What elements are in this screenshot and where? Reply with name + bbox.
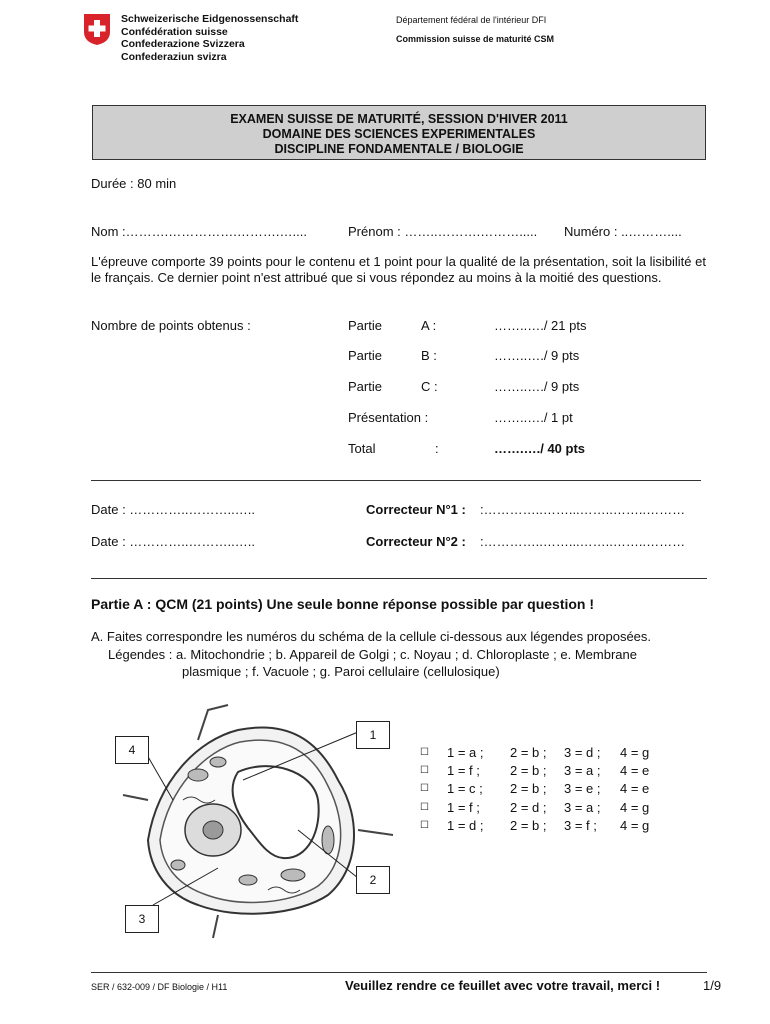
option-row[interactable] <box>420 780 680 798</box>
org-line: Schweizerische Eidgenossenschaft <box>121 13 299 25</box>
title-line-1: EXAMEN SUISSE DE MATURITÉ, SESSION D'HIVER 2011 <box>230 112 568 126</box>
checkbox-icon[interactable]: ☐ <box>420 802 429 813</box>
option-part: 3 = a ; <box>564 763 601 778</box>
points-row-score[interactable]: ……..…./ 1 pt <box>494 410 573 425</box>
points-row-score[interactable]: ……..…./ 9 pts <box>494 379 580 394</box>
option-part: 1 = d ; <box>447 818 484 833</box>
date-field-1[interactable]: Date : …………..………..….. <box>91 502 255 517</box>
question-a: A. Faites correspondre les numéros du schéma de la cellule ci-dessous aux légendes proposées. <box>91 629 652 644</box>
option-part: 4 = g <box>620 745 650 760</box>
option-part: 1 = c ; <box>447 781 483 796</box>
callout-4: 4 <box>115 736 149 764</box>
option-part: 4 = g <box>620 818 650 833</box>
divider <box>91 480 701 481</box>
checkbox-icon[interactable]: ☐ <box>420 783 429 794</box>
option-part: 2 = b ; <box>510 745 547 760</box>
corrector-1-field[interactable]: :…………..……...……..……..……… <box>480 502 686 517</box>
department-block <box>396 14 554 45</box>
option-part: 3 = a ; <box>564 800 601 815</box>
option-row[interactable] <box>420 817 680 835</box>
duration: Durée : 80 min <box>91 176 177 191</box>
points-row-label: Partie <box>348 318 382 333</box>
divider <box>91 578 707 579</box>
callout-3: 3 <box>125 905 159 933</box>
option-part: 3 = e ; <box>564 781 601 796</box>
org-line: Confederazione Svizzera <box>121 38 245 50</box>
commission-name: Commission suisse de maturité CSM <box>396 34 555 44</box>
date-field-2[interactable]: Date : …………..………..….. <box>91 534 255 549</box>
firstname-field[interactable]: Prénom : ……..……….………..... <box>348 224 538 239</box>
part-a-heading: Partie A : QCM (21 points) Une seule bonne réponse possible par question ! <box>91 596 595 612</box>
option-part: 4 = e <box>620 781 650 796</box>
corrector-2-label: Correcteur N°2 : <box>366 534 466 549</box>
org-line: Confederaziun svizra <box>121 50 227 63</box>
footer-code: SER / 632-009 / DF Biologie / H11 <box>91 982 228 992</box>
option-part: 2 = b ; <box>510 818 547 833</box>
points-total-label: Total <box>348 441 376 456</box>
callout-1: 1 <box>356 721 390 749</box>
points-label: Nombre de points obtenus : <box>91 318 251 333</box>
corrector-2-field[interactable]: :…………..……...……..……..……… <box>480 534 686 549</box>
option-part: 2 = b ; <box>510 781 547 796</box>
swiss-coat-of-arms-icon <box>82 12 112 46</box>
points-row-label: Partie <box>348 379 382 394</box>
exam-title-box <box>92 105 706 160</box>
points-row-label: Présentation : <box>348 410 429 425</box>
points-row-label: Partie <box>348 348 382 363</box>
page-number: 1/9 <box>703 978 722 993</box>
option-row[interactable] <box>420 744 680 762</box>
callout-2: 2 <box>356 866 390 894</box>
points-total-colon: : <box>435 441 439 456</box>
checkbox-icon[interactable]: ☐ <box>420 820 429 831</box>
title-line-3: DISCIPLINE FONDAMENTALE / BIOLOGIE <box>274 142 524 156</box>
title-line-2: DOMAINE DES SCIENCES EXPERIMENTALES <box>262 127 536 141</box>
points-row-score[interactable]: ……..…./ 21 pts <box>494 318 587 333</box>
option-part: 4 = g <box>620 800 650 815</box>
name-field[interactable]: Nom :……….…………….……….….... <box>91 224 307 239</box>
option-part: 2 = d ; <box>510 800 547 815</box>
checkbox-icon[interactable]: ☐ <box>420 747 429 758</box>
org-line: Confédération suisse <box>121 25 228 38</box>
points-row-part: C : <box>421 379 438 394</box>
option-row[interactable] <box>420 799 680 817</box>
points-total-score[interactable]: …….…./ 40 pts <box>494 441 586 456</box>
points-row-part: A : <box>421 318 437 333</box>
department-name: Département fédéral de l'intérieur DFI <box>396 15 547 25</box>
number-field[interactable]: Numéro : ..……….... <box>564 224 682 239</box>
option-part: 1 = f ; <box>447 763 480 778</box>
points-row-score[interactable]: ……..…./ 9 pts <box>494 348 580 363</box>
legend-line-1: Légendes : a. Mitochondrie ; b. Appareil de Golgi ; c. Noyau ; d. Chloroplaste ; e. Membrane <box>108 647 637 662</box>
organisation-names <box>121 13 298 63</box>
option-part: 2 = b ; <box>510 763 547 778</box>
points-row-part: B : <box>421 348 437 363</box>
option-part: 3 = f ; <box>564 818 597 833</box>
footer-divider <box>91 972 707 973</box>
option-part: 3 = d ; <box>564 745 601 760</box>
option-part: 1 = a ; <box>447 745 484 760</box>
option-part: 4 = e <box>620 763 650 778</box>
intro-paragraph: L'épreuve comporte 39 points pour le contenu et 1 point pour la qualité de la présentation, soit la lisibilité et le français. Ce dernier point n'est attribué que si vous répondez au moins à la moitié des questions. <box>91 254 706 285</box>
checkbox-icon[interactable]: ☐ <box>420 765 429 776</box>
legend-line-2: plasmique ; f. Vacuole ; g. Paroi cellulaire (cellulosique) <box>182 664 500 679</box>
corrector-1-label: Correcteur N°1 : <box>366 502 466 517</box>
option-part: 1 = f ; <box>447 800 480 815</box>
footer-note: Veuillez rendre ce feuillet avec votre travail, merci ! <box>345 978 661 993</box>
option-row[interactable] <box>420 762 680 780</box>
